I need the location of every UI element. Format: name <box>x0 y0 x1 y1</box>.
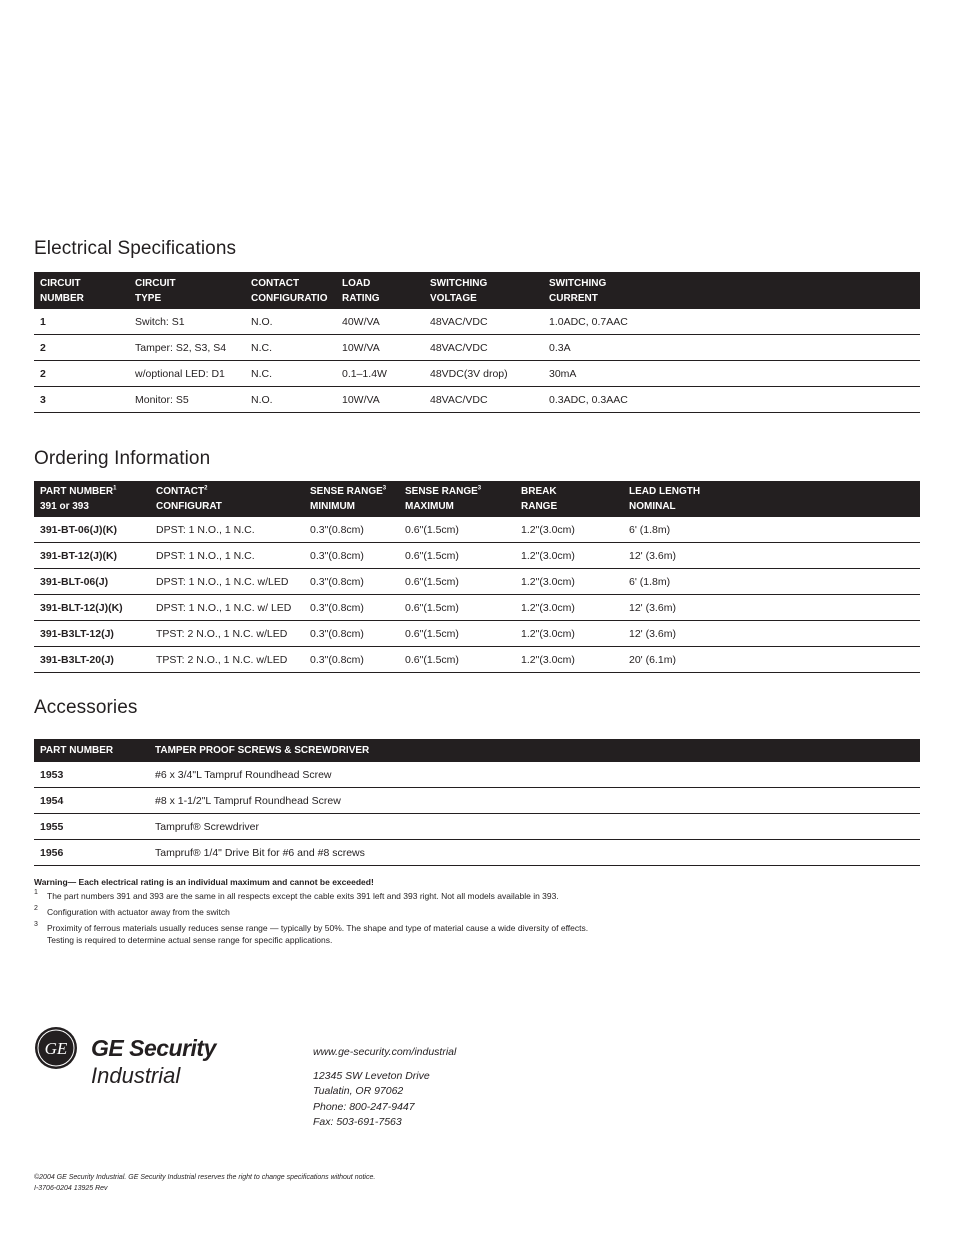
table-cell: 0.6"(1.5cm) <box>399 543 515 569</box>
table-row <box>34 543 920 569</box>
document-code: I-3706-0204 13925 Rev <box>34 1185 108 1192</box>
table-cell: 48VAC/VDC <box>424 335 543 361</box>
header-line: LEAD LENGTH <box>629 486 701 497</box>
table-row <box>34 621 920 647</box>
fax-number: Fax: 503-691-7563 <box>313 1116 402 1128</box>
header-line: MAXIMUM <box>405 501 454 512</box>
address-line-2: Tualatin, OR 97062 <box>313 1085 404 1097</box>
table-row <box>34 569 920 595</box>
table-cell: 12' (3.6m) <box>623 621 920 647</box>
table-cell: 391-BLT-12(J)(K) <box>34 595 150 621</box>
table-cell: #6 x 3/4"L Tampruf Roundhead Screw <box>149 762 920 788</box>
table-cell: 40W/VA <box>336 309 424 335</box>
table-cell: N.O. <box>245 387 336 413</box>
accessories-title: Accessories <box>34 697 138 718</box>
table-cell: Monitor: S5 <box>129 387 245 413</box>
table-cell: 6' (1.8m) <box>623 569 920 595</box>
footnote-text: Testing is required to determine actual sense range for specific applications. <box>47 935 333 945</box>
header-line: PART NUMBER <box>40 486 114 497</box>
table-cell: 391-BT-12(J)(K) <box>34 543 150 569</box>
header-line: CONFIGURAT <box>156 501 222 512</box>
table-cell: N.C. <box>245 335 336 361</box>
footnote-text: The part numbers 391 and 393 are the same in all respects except the cable exits 391 left and 393 right. Not all models available in 393. <box>47 891 559 901</box>
footnote <box>34 890 894 902</box>
table-cell: 0.6"(1.5cm) <box>399 595 515 621</box>
table-row <box>34 309 920 335</box>
table-row <box>34 840 920 866</box>
website-link[interactable]: www.ge-security.com/industrial <box>313 1046 457 1058</box>
table-cell: 1956 <box>34 840 149 866</box>
table-cell: Tampruf® 1/4" Drive Bit for #6 and #8 screws <box>149 840 920 866</box>
table-cell: 0.3"(0.8cm) <box>304 621 399 647</box>
table-cell: 10W/VA <box>336 335 424 361</box>
table-cell: 0.3"(0.8cm) <box>304 647 399 673</box>
footnote-marker: 1 <box>113 485 117 492</box>
table-cell: 0.3"(0.8cm) <box>304 517 399 543</box>
table-cell: TPST: 2 N.O., 1 N.C. w/LED <box>150 647 304 673</box>
table-cell: w/optional LED: D1 <box>129 361 245 387</box>
table-cell: 1.2"(3.0cm) <box>515 543 623 569</box>
table-header-row <box>34 739 920 762</box>
footnote <box>34 906 894 918</box>
footnotes <box>34 876 894 950</box>
table-cell: 6' (1.8m) <box>623 517 920 543</box>
table-row <box>34 517 920 543</box>
address-line-1: 12345 SW Leveton Drive <box>313 1069 430 1082</box>
table-cell: 0.1–1.4W <box>336 361 424 387</box>
table-cell: 12' (3.6m) <box>623 543 920 569</box>
column-header <box>34 272 129 309</box>
footnote-number: 3 <box>34 921 38 928</box>
table-cell: 1.2"(3.0cm) <box>515 647 623 673</box>
table-row <box>34 762 920 788</box>
table-cell: 1954 <box>34 788 149 814</box>
table-cell: 1.2"(3.0cm) <box>515 517 623 543</box>
table-cell: DPST: 1 N.O., 1 N.C. <box>150 517 304 543</box>
table-cell: 48VAC/VDC <box>424 309 543 335</box>
header-line: TYPE <box>135 292 162 304</box>
header-line: SENSE RANGE <box>310 486 383 497</box>
table-cell: Tamper: S2, S3, S4 <box>129 335 245 361</box>
column-header <box>34 481 150 517</box>
header-line: CIRCUIT <box>135 277 176 289</box>
table-cell: 2 <box>34 335 129 361</box>
page-footer <box>34 1172 375 1194</box>
footnote-marker: 3 <box>477 485 482 492</box>
column-header <box>424 272 543 309</box>
table-cell: 48VDC(3V drop) <box>424 361 543 387</box>
contact-block <box>313 1045 456 1131</box>
header-line: CONTACT <box>156 486 205 497</box>
column-header: TAMPER PROOF SCREWS & SCREWDRIVER <box>149 739 920 762</box>
column-header <box>515 481 623 517</box>
footnote-marker: 2 <box>204 485 208 492</box>
table-cell: 12' (3.6m) <box>623 595 920 621</box>
table-cell: 2 <box>34 361 129 387</box>
table-cell: 0.6"(1.5cm) <box>399 647 515 673</box>
table-cell: 391-B3LT-20(J) <box>34 647 150 673</box>
table-cell: 10W/VA <box>336 387 424 413</box>
table-cell: 0.3"(0.8cm) <box>304 569 399 595</box>
table-cell: 1.2"(3.0cm) <box>515 595 623 621</box>
table-cell: 0.6"(1.5cm) <box>399 517 515 543</box>
column-header <box>245 272 336 309</box>
table-cell: 1 <box>34 309 129 335</box>
table-row <box>34 387 920 413</box>
header-line: RATING <box>342 292 380 304</box>
table-cell: N.C. <box>245 361 336 387</box>
column-header <box>129 272 245 309</box>
header-line: NOMINAL <box>629 501 676 512</box>
column-header <box>623 481 920 517</box>
header-line: VOLTAGE <box>430 292 477 304</box>
table-cell: 0.6"(1.5cm) <box>399 569 515 595</box>
brand-subtitle: Industrial <box>91 1063 181 1088</box>
footnote-number: 1 <box>34 889 38 896</box>
header-line: 391 or 393 <box>40 501 89 512</box>
column-header <box>336 272 424 309</box>
table-cell: 0.3"(0.8cm) <box>304 595 399 621</box>
table-cell: 0.3"(0.8cm) <box>304 543 399 569</box>
table-cell: 0.3A <box>543 335 920 361</box>
table-header-row <box>34 481 920 517</box>
brand-name: GE Security <box>91 1035 216 1061</box>
table-row <box>34 814 920 840</box>
ordering-information-table <box>34 481 920 673</box>
header-line: CONFIGURATIO <box>251 292 328 304</box>
table-cell: 1.2"(3.0cm) <box>515 569 623 595</box>
header-line: MINIMUM <box>310 501 355 512</box>
table-cell: 48VAC/VDC <box>424 387 543 413</box>
header-line: BREAK <box>521 486 557 497</box>
table-cell: 391-B3LT-12(J) <box>34 621 150 647</box>
column-header <box>399 481 515 517</box>
ge-monogram-icon <box>34 1026 78 1070</box>
ge-monogram-text: GE <box>44 1039 68 1058</box>
header-line: CONTACT <box>251 277 300 289</box>
table-cell: 391-BT-06(J)(K) <box>34 517 150 543</box>
table-cell: 0.6"(1.5cm) <box>399 621 515 647</box>
column-header: PART NUMBER <box>34 739 149 762</box>
column-header <box>543 272 920 309</box>
table-cell: 30mA <box>543 361 920 387</box>
table-cell: 1955 <box>34 814 149 840</box>
header-line: SWITCHING <box>430 277 488 289</box>
table-cell: DPST: 1 N.O., 1 N.C. w/ LED <box>150 595 304 621</box>
table-cell: Tampruf® Screwdriver <box>149 814 920 840</box>
phone-number: Phone: 800-247-9447 <box>313 1100 415 1113</box>
ordering-information-title: Ordering Information <box>34 448 211 469</box>
footnote-text: Proximity of ferrous materials usually reduces sense range — typically by 50%. The shape and type of material cause a wide diversity of effects. <box>47 923 589 933</box>
footnote-text: Configuration with actuator away from the switch <box>47 907 230 917</box>
table-cell: DPST: 1 N.O., 1 N.C. <box>150 543 304 569</box>
table-cell: #8 x 1-1/2"L Tampruf Roundhead Screw <box>149 788 920 814</box>
header-line: CIRCUIT <box>40 277 81 289</box>
table-row <box>34 335 920 361</box>
column-header <box>150 481 304 517</box>
accessories-table <box>34 739 920 866</box>
table-cell: 1.0ADC, 0.7AAC <box>543 309 920 335</box>
footnote-marker: 3 <box>382 485 387 492</box>
table-cell: 391-BLT-06(J) <box>34 569 150 595</box>
table-cell: N.O. <box>245 309 336 335</box>
copyright-text: ©2004 GE Security Industrial. GE Security Industrial reserves the right to change specifications without notice. <box>34 1174 376 1181</box>
table-cell: Switch: S1 <box>129 309 245 335</box>
header-line: SENSE RANGE <box>405 486 478 497</box>
table-cell: 3 <box>34 387 129 413</box>
warning-note: Warning— Each electrical rating is an individual maximum and cannot be exceeded! <box>34 877 374 887</box>
table-row <box>34 647 920 673</box>
table-cell: TPST: 2 N.O., 1 N.C. w/LED <box>150 621 304 647</box>
header-line: NUMBER <box>40 292 84 304</box>
table-cell: 1953 <box>34 762 149 788</box>
electrical-specifications-title: Electrical Specifications <box>34 238 237 259</box>
footnote <box>34 922 894 946</box>
header-line: LOAD <box>342 277 371 289</box>
header-line: SWITCHING <box>549 277 607 289</box>
column-header <box>304 481 399 517</box>
table-header-row <box>34 272 920 309</box>
table-cell: 1.2"(3.0cm) <box>515 621 623 647</box>
header-line: CURRENT <box>549 292 598 304</box>
footnote-number: 2 <box>34 905 38 912</box>
table-row <box>34 361 920 387</box>
table-row <box>34 595 920 621</box>
electrical-specifications-table <box>34 272 920 413</box>
table-cell: DPST: 1 N.O., 1 N.C. w/LED <box>150 569 304 595</box>
table-cell: 20' (6.1m) <box>623 647 920 673</box>
table-row <box>34 788 920 814</box>
table-cell: 0.3ADC, 0.3AAC <box>543 387 920 413</box>
header-line: RANGE <box>521 501 558 512</box>
